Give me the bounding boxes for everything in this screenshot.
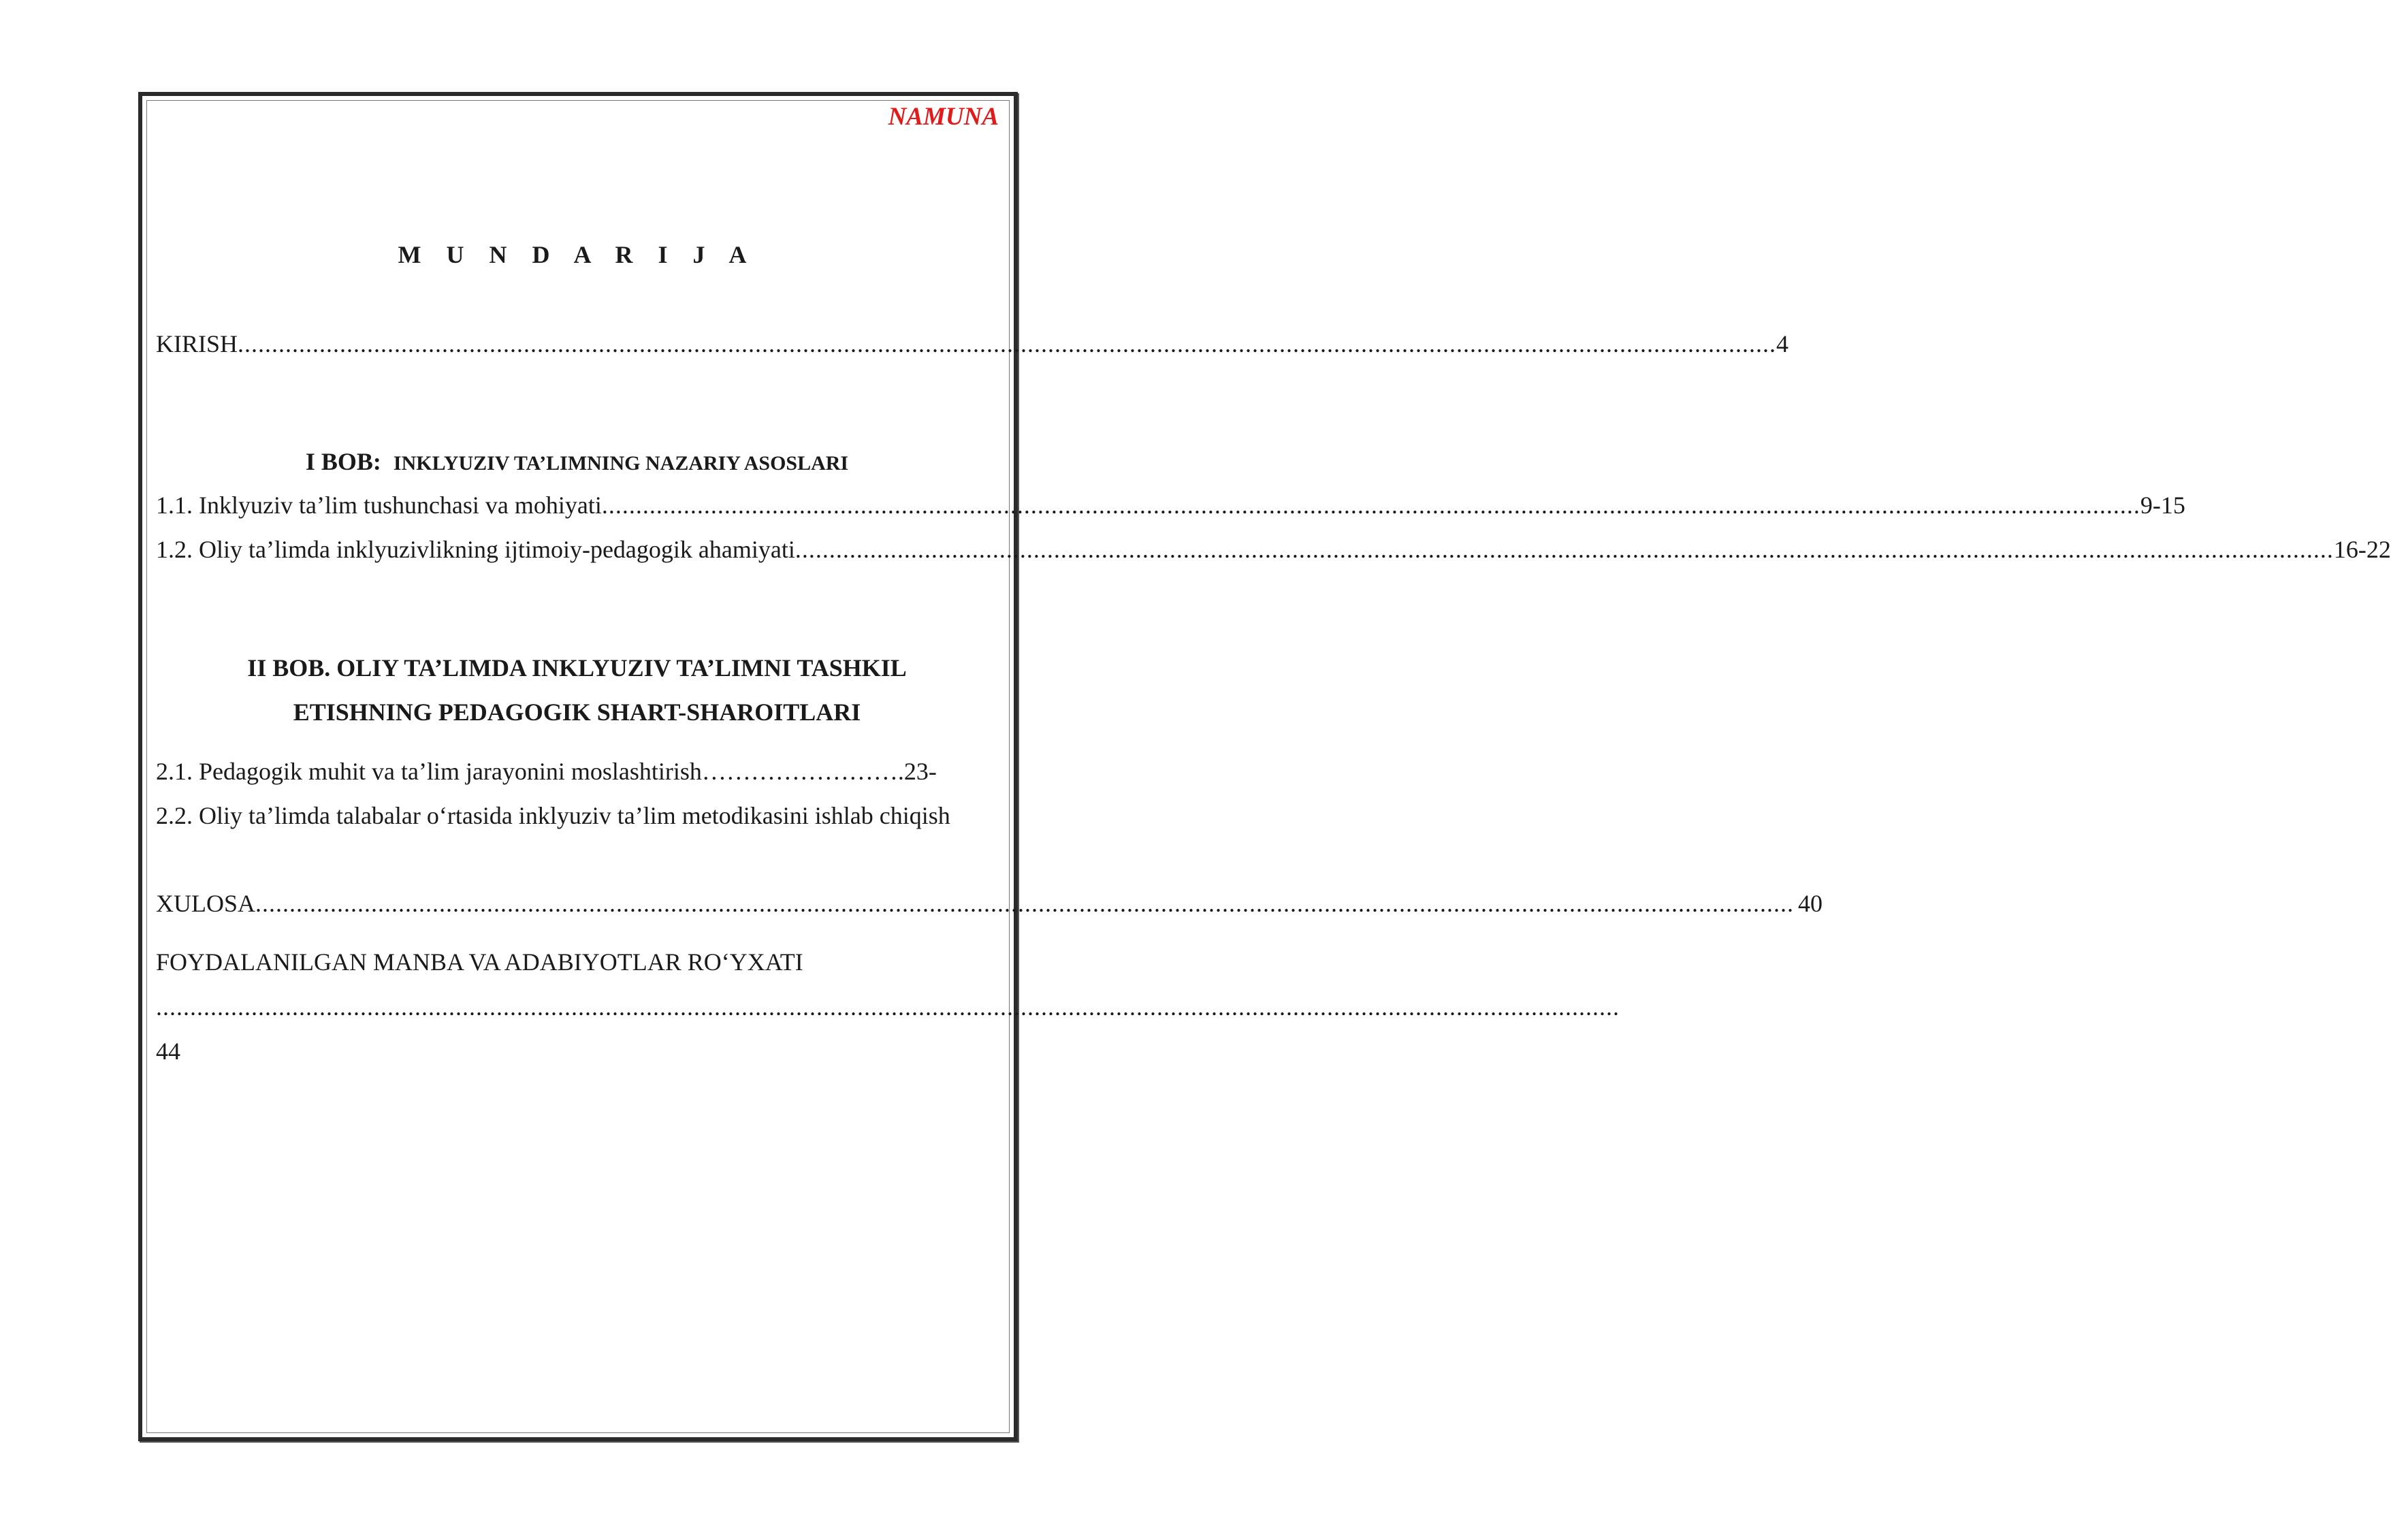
chapter-1-title: INKLYUZIV TA’LIMNING NAZARIY ASOSLARI bbox=[393, 452, 849, 475]
chapter-2-heading-line-1: II BOB. OLIY TA’LIMDA INKLYUZIV TA’LIMNI TASHKIL bbox=[247, 654, 907, 681]
dot-leader bbox=[602, 491, 2140, 519]
references-dot-leader: ....................................................................................................................................................................................................................... bbox=[156, 993, 1620, 1021]
toc-page-number: 9-15 bbox=[2140, 492, 2185, 519]
toc-entry-label: XULOSA bbox=[156, 890, 256, 917]
toc-entry-label: KIRISH bbox=[156, 330, 238, 357]
toc-entry-label: 2.1. Pedagogik muhit va ta’lim jarayonini moslashtirish bbox=[156, 758, 702, 785]
toc-entry-label: 2.2. Oliy ta’limda talabalar o‘rtasida inklyuziv ta’lim metodikasini ishlab chiqish bbox=[156, 802, 950, 829]
page-title: M U N D A R I J A bbox=[398, 241, 756, 268]
toc-entry-intro[interactable] bbox=[156, 330, 1789, 358]
dot-leader bbox=[238, 330, 1776, 358]
toc-entry-references[interactable]: FOYDALANILGAN MANBA VA ADABIYOTLAR RO‘YXATI bbox=[156, 948, 803, 976]
toc-page-number: 23- bbox=[903, 758, 937, 785]
toc-page-number: 40 bbox=[1798, 890, 1823, 917]
references-page-number: 44 bbox=[156, 1038, 180, 1065]
toc-entry-1-2[interactable] bbox=[156, 535, 2391, 564]
toc-entry-2-1[interactable] bbox=[156, 757, 937, 786]
sample-stamp: NAMUNA bbox=[888, 103, 999, 131]
toc-entry-conclusion[interactable] bbox=[156, 889, 1823, 918]
toc-entry-2-2[interactable] bbox=[156, 801, 950, 830]
dot-leader bbox=[255, 889, 1794, 918]
toc-page-number: 4 bbox=[1776, 330, 1789, 357]
toc-entry-1-1[interactable] bbox=[156, 491, 2185, 519]
toc-page-number: 16-22 bbox=[2333, 536, 2391, 563]
chapter-2-heading-line-2: ETISHNING PEDAGOGIK SHART-SHAROITLARI bbox=[293, 699, 861, 726]
toc-entry-label: 1.2. Oliy ta’limda inklyuzivlikning ijtimoiy-pedagogik ahamiyati bbox=[156, 536, 795, 563]
toc-entry-label: 1.1. Inklyuziv ta’lim tushunchasi va mohiyati bbox=[156, 492, 602, 519]
chapter-1-prefix: I BOB: bbox=[305, 448, 381, 475]
dot-leader: ……………………. bbox=[701, 758, 904, 785]
dot-leader bbox=[795, 535, 2334, 564]
chapter-1-heading bbox=[0, 447, 1154, 476]
